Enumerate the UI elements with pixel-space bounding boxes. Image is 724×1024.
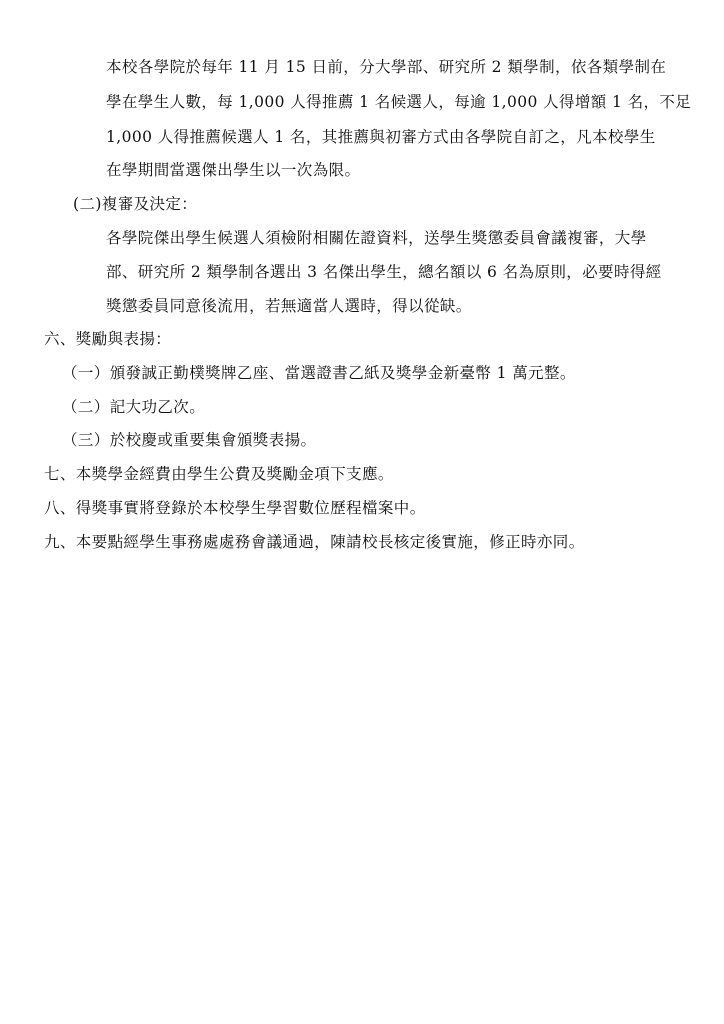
paragraph-5-1-line-1: 本校各學院於每年 11 月 15 日前，分大學部、研究所 2 類學制，依各類學制在 xyxy=(106,58,667,76)
paragraph-5-1-line-4: 在學期間當選傑出學生以一次為限。 xyxy=(106,161,361,179)
section-6-heading: 六、獎勵與表揚： xyxy=(44,330,172,348)
paragraph-5-1-line-3: 1,000 人得推薦候選人 1 名，其推薦與初審方式由各學院自訂之，凡本校學生 xyxy=(106,128,656,146)
section-5-2-line-2: 部、研究所 2 類學制各選出 3 名傑出學生，總名額以 6 名為原則，必要時得經 xyxy=(106,263,662,281)
section-8: 八、得獎事實將登錄於本校學生學習數位歷程檔案中。 xyxy=(44,499,426,517)
section-6-item-1: （一）頒發誠正勤樸獎牌乙座、當選證書乙紙及獎學金新臺幣 1 萬元整。 xyxy=(62,364,576,382)
section-6-item-3: （三）於校慶或重要集會頒獎表揚。 xyxy=(62,431,317,449)
section-5-2-line-3: 獎懲委員同意後流用，若無適當人選時，得以從缺。 xyxy=(106,297,472,315)
paragraph-5-1-line-2: 學在學生人數，每 1,000 人得推薦 1 名候選人，每逾 1,000 人得增額 1 名，不足 xyxy=(106,93,692,111)
section-5-2-line-1: 各學院傑出學生候選人須檢附相關佐證資料，送學生獎懲委員會議複審，大學 xyxy=(106,229,647,247)
section-7: 七、本獎學金經費由學生公費及獎勵金項下支應。 xyxy=(44,465,394,483)
section-9: 九、本要點經學生事務處處務會議通過，陳請校長核定後實施，修正時亦同。 xyxy=(44,533,585,551)
section-6-item-2: （二）記大功乙次。 xyxy=(62,398,206,416)
section-5-2-heading: (二)複審及決定： xyxy=(73,195,198,213)
